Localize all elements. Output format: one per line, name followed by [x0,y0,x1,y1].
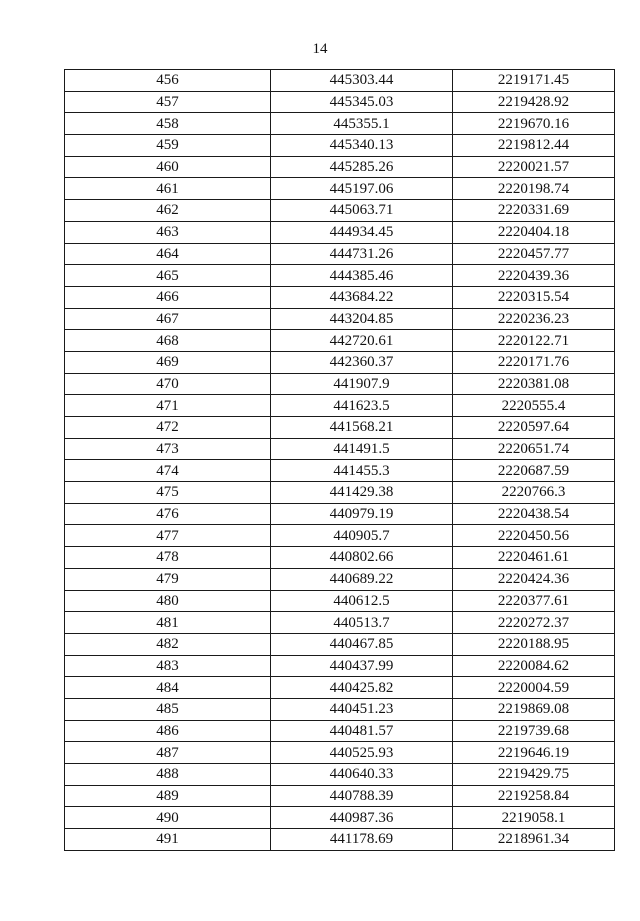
point-number-cell: 461 [65,178,271,200]
y-coordinate-cell: 2219429.75 [453,764,615,786]
table-row [65,807,615,829]
y-coordinate-cell: 2220439.36 [453,265,615,287]
x-coordinate-cell: 442720.61 [271,330,453,352]
y-coordinate-cell: 2219739.68 [453,720,615,742]
x-coordinate-cell: 441491.5 [271,438,453,460]
table-row [65,612,615,634]
table-row [65,720,615,742]
x-coordinate-cell: 441568.21 [271,417,453,439]
y-coordinate-cell: 2220597.64 [453,417,615,439]
y-coordinate-cell: 2220331.69 [453,200,615,222]
point-number-cell: 490 [65,807,271,829]
y-coordinate-cell: 2219171.45 [453,70,615,92]
table-row [65,677,615,699]
point-number-cell: 458 [65,113,271,135]
point-number-cell: 468 [65,330,271,352]
y-coordinate-cell: 2220122.71 [453,330,615,352]
table-row [65,742,615,764]
x-coordinate-cell: 440979.19 [271,503,453,525]
x-coordinate-cell: 440689.22 [271,568,453,590]
x-coordinate-cell: 445345.03 [271,91,453,113]
x-coordinate-cell: 442360.37 [271,351,453,373]
x-coordinate-cell: 444385.46 [271,265,453,287]
point-number-cell: 481 [65,612,271,634]
table-row [65,308,615,330]
y-coordinate-cell: 2218961.34 [453,829,615,851]
y-coordinate-cell: 2220461.61 [453,547,615,569]
table-row [65,351,615,373]
y-coordinate-cell: 2220171.76 [453,351,615,373]
coordinate-table [64,69,615,851]
y-coordinate-cell: 2220021.57 [453,156,615,178]
table-row [65,633,615,655]
point-number-cell: 482 [65,633,271,655]
point-number-cell: 476 [65,503,271,525]
point-number-cell: 459 [65,135,271,157]
x-coordinate-cell: 445285.26 [271,156,453,178]
x-coordinate-cell: 440425.82 [271,677,453,699]
x-coordinate-cell: 440612.5 [271,590,453,612]
y-coordinate-cell: 2220377.61 [453,590,615,612]
point-number-cell: 473 [65,438,271,460]
x-coordinate-cell: 444731.26 [271,243,453,265]
table-row [65,178,615,200]
y-coordinate-cell: 2220555.4 [453,395,615,417]
y-coordinate-cell: 2220424.36 [453,568,615,590]
point-number-cell: 475 [65,482,271,504]
point-number-cell: 487 [65,742,271,764]
table-row [65,438,615,460]
x-coordinate-cell: 441178.69 [271,829,453,851]
point-number-cell: 478 [65,547,271,569]
table-row [65,460,615,482]
y-coordinate-cell: 2219812.44 [453,135,615,157]
point-number-cell: 484 [65,677,271,699]
y-coordinate-cell: 2220651.74 [453,438,615,460]
y-coordinate-cell: 2220687.59 [453,460,615,482]
point-number-cell: 474 [65,460,271,482]
table-row [65,135,615,157]
x-coordinate-cell: 440451.23 [271,698,453,720]
table-row [65,373,615,395]
table-row [65,91,615,113]
point-number-cell: 491 [65,829,271,851]
table-body [65,70,615,851]
point-number-cell: 462 [65,200,271,222]
table-row [65,829,615,851]
y-coordinate-cell: 2220236.23 [453,308,615,330]
table-row [65,395,615,417]
x-coordinate-cell: 445063.71 [271,200,453,222]
x-coordinate-cell: 445303.44 [271,70,453,92]
table-row [65,698,615,720]
x-coordinate-cell: 441623.5 [271,395,453,417]
x-coordinate-cell: 440802.66 [271,547,453,569]
table-row [65,417,615,439]
x-coordinate-cell: 440467.85 [271,633,453,655]
point-number-cell: 477 [65,525,271,547]
x-coordinate-cell: 440525.93 [271,742,453,764]
x-coordinate-cell: 440905.7 [271,525,453,547]
y-coordinate-cell: 2219646.19 [453,742,615,764]
x-coordinate-cell: 440640.33 [271,764,453,786]
table-row [65,243,615,265]
table-row [65,221,615,243]
point-number-cell: 470 [65,373,271,395]
x-coordinate-cell: 441455.3 [271,460,453,482]
point-number-cell: 456 [65,70,271,92]
point-number-cell: 471 [65,395,271,417]
y-coordinate-cell: 2220438.54 [453,503,615,525]
x-coordinate-cell: 445340.13 [271,135,453,157]
x-coordinate-cell: 444934.45 [271,221,453,243]
table-row [65,503,615,525]
table-row [65,547,615,569]
y-coordinate-cell: 2220457.77 [453,243,615,265]
point-number-cell: 479 [65,568,271,590]
y-coordinate-cell: 2220004.59 [453,677,615,699]
point-number-cell: 488 [65,764,271,786]
x-coordinate-cell: 441429.38 [271,482,453,504]
point-number-cell: 460 [65,156,271,178]
x-coordinate-cell: 440987.36 [271,807,453,829]
point-number-cell: 465 [65,265,271,287]
table-row [65,70,615,92]
y-coordinate-cell: 2220450.56 [453,525,615,547]
point-number-cell: 464 [65,243,271,265]
x-coordinate-cell: 440481.57 [271,720,453,742]
table-row [65,156,615,178]
y-coordinate-cell: 2220198.74 [453,178,615,200]
x-coordinate-cell: 441907.9 [271,373,453,395]
y-coordinate-cell: 2219058.1 [453,807,615,829]
y-coordinate-cell: 2220766.3 [453,482,615,504]
table-row [65,286,615,308]
point-number-cell: 472 [65,417,271,439]
x-coordinate-cell: 443204.85 [271,308,453,330]
x-coordinate-cell: 445197.06 [271,178,453,200]
point-number-cell: 489 [65,785,271,807]
y-coordinate-cell: 2220188.95 [453,633,615,655]
point-number-cell: 467 [65,308,271,330]
point-number-cell: 485 [65,698,271,720]
x-coordinate-cell: 440788.39 [271,785,453,807]
table-row [65,655,615,677]
table-row [65,785,615,807]
point-number-cell: 486 [65,720,271,742]
x-coordinate-cell: 445355.1 [271,113,453,135]
y-coordinate-cell: 2219428.92 [453,91,615,113]
table-row [65,330,615,352]
table-row [65,525,615,547]
y-coordinate-cell: 2220084.62 [453,655,615,677]
point-number-cell: 483 [65,655,271,677]
point-number-cell: 457 [65,91,271,113]
y-coordinate-cell: 2219869.08 [453,698,615,720]
table-row [65,482,615,504]
y-coordinate-cell: 2219258.84 [453,785,615,807]
x-coordinate-cell: 440437.99 [271,655,453,677]
y-coordinate-cell: 2220272.37 [453,612,615,634]
table-row [65,590,615,612]
point-number-cell: 480 [65,590,271,612]
table-row [65,113,615,135]
y-coordinate-cell: 2220315.54 [453,286,615,308]
table-row [65,200,615,222]
point-number-cell: 469 [65,351,271,373]
point-number-cell: 466 [65,286,271,308]
y-coordinate-cell: 2219670.16 [453,113,615,135]
x-coordinate-cell: 440513.7 [271,612,453,634]
x-coordinate-cell: 443684.22 [271,286,453,308]
table-row [65,265,615,287]
point-number-cell: 463 [65,221,271,243]
y-coordinate-cell: 2220404.18 [453,221,615,243]
page-number: 14 [312,41,328,57]
y-coordinate-cell: 2220381.08 [453,373,615,395]
table-row [65,568,615,590]
table-row [65,764,615,786]
